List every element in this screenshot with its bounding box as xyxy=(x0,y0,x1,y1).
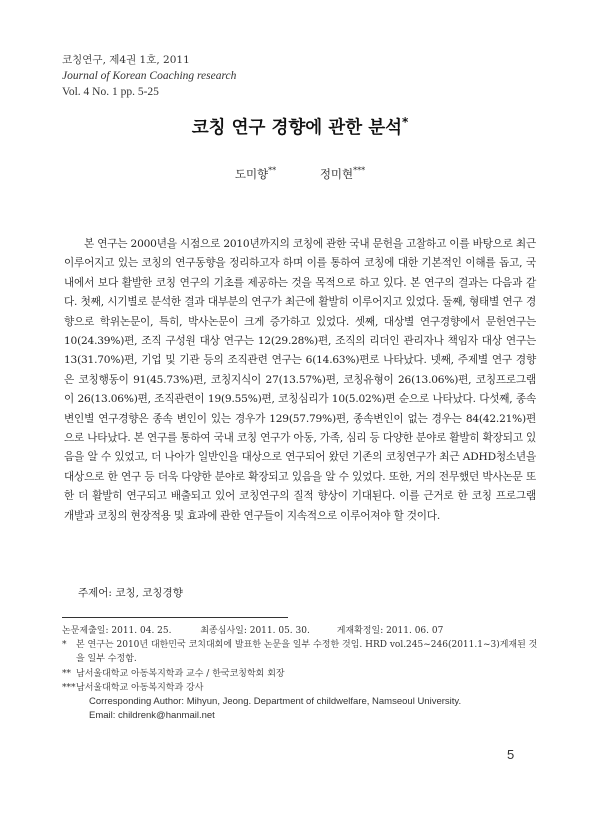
title-footnote-mark: * xyxy=(402,115,409,130)
journal-english: Journal of Korean Coaching research xyxy=(62,70,237,82)
received-date: 논문제출일: 2011. 04. 25. xyxy=(62,626,172,636)
footnote-1-text: 본 연구는 2010년 대한민국 코치대회에 발표한 논문을 일부 수정한 것임. HRD vol.245~246(2011.1~3)게재된 것을 일부 수정함. xyxy=(76,640,538,665)
author-1-mark: ** xyxy=(268,166,277,176)
journal-volume: Vol. 4 No. 1 pp. 5-25 xyxy=(62,86,159,98)
author-2-name: 정미현 xyxy=(319,167,354,181)
footnote-2-mark: ** xyxy=(62,668,71,679)
author-list xyxy=(0,166,600,182)
journal-header xyxy=(62,52,236,100)
footnote-divider xyxy=(62,617,288,618)
footnote-1-mark: * xyxy=(62,640,67,651)
author-1 xyxy=(235,167,276,181)
abstract: 본 연구는 2000년을 시점으로 2010년까지의 코칭에 관한 국내 문헌을 고찰하고 이를 바탕으로 최근 이루어지고 있는 코칭의 연구동향을 정리하고자 하며 이를 통하여 코칭에 대한 기본적인 이해를 돕고, 국내에서 보다 활발한 코칭 연구의 기초를 제공하는 것을 목적으로 하고 있다. 본 연구의 결과는 다음과 같다. 첫째, 시기별로 분석한 결과 대부분의 연구가 최근에 활발히 이루어지고 있었다. 둘째, 형태별 연구 경향으로 학위논문이, 특히, 박사논문이 크게 증가하고 있었다. 셋째, 대상별 연구경향에서 문헌연구는 10(24.39%)편, 조직 구성원 대상 연구는 12(29.28%)편, 조직의 리더인 관리자나 책임자 대상 연구는 13(31.70%)편, 기업 및 기관 등의 조직관련 연구는 6(14.63%)편로 나타났다. 넷째, 주제별 연구 경향은 코칭행동이 91(45.73%)편, 코칭지식이 27(13.57%)편, 코칭유형이 26(13.06%)편, 코칭프로그램이 26(13.06%)편, 조직관련이 19(9.55%)편, 코칭심리가 10(5.02%)편 순으로 나타났다. 다섯째, 종속변인별 연구경향은 종속 변인이 있는 경우가 129(57.79%)편, 종속변인이 없는 경우는 84(42.21%)편으로 나타났다. 본 연구를 통하여 국내 코칭 연구가 아동, 가족, 심리 등 다양한 분야로 활발히 확장되고 있음을 알 수 있었고, 더 나아가 일반인을 대상으로 연구되어 왔던 기존의 코칭연구가 최근 ADHD청소년을 대상으로 한 연구 등 더욱 다양한 분야로 확장되고 있음을 알 수 있었다. 또한, 거의 전무했던 박사논문 또한 더 활발히 연구되고 배출되고 있어 코칭연구의 질적 향상이 기대된다. 이를 근거로 한 코칭 프로그램 개발과 코칭의 현장적용 및 효과에 관한 연구들이 지속적으로 이루어져야 할 것이다. xyxy=(64,238,536,522)
keywords-text: 코칭, 코칭경향 xyxy=(115,587,183,599)
footnote-1 xyxy=(62,638,540,666)
journal-korean: 코칭연구, 제4권 1호, 2011 xyxy=(62,54,190,66)
footnote-2 xyxy=(62,667,540,681)
footnote-3-mark: *** xyxy=(62,682,76,693)
keywords xyxy=(78,585,183,600)
footnotes xyxy=(62,624,540,723)
author-2 xyxy=(320,167,365,181)
footnote-3-text: 남서울대학교 아동복지학과 강사 xyxy=(76,682,204,693)
page-number: 5 xyxy=(507,747,515,762)
paper-title xyxy=(0,114,600,139)
keywords-label: 주제어: xyxy=(78,587,112,599)
author-2-mark: *** xyxy=(353,166,366,176)
submission-dates xyxy=(62,624,540,638)
author-1-name: 도미향 xyxy=(234,167,269,181)
review-date: 최종심사일: 2011. 05. 30. xyxy=(200,626,310,636)
paper-title-text: 코칭 연구 경향에 관한 분석 xyxy=(191,118,403,138)
accepted-date: 게재확정일: 2011. 06. 07 xyxy=(336,626,444,636)
author-email: Email: childrenk@hanmail.net xyxy=(89,710,215,722)
corresponding-author: Corresponding Author: Mihyun, Jeong. Department of childwelfare, Namseoul University. xyxy=(89,696,462,708)
footnote-3 xyxy=(62,681,540,695)
footnote-2-text: 남서울대학교 아동복지학과 교수 / 한국코칭학회 회장 xyxy=(76,668,285,679)
